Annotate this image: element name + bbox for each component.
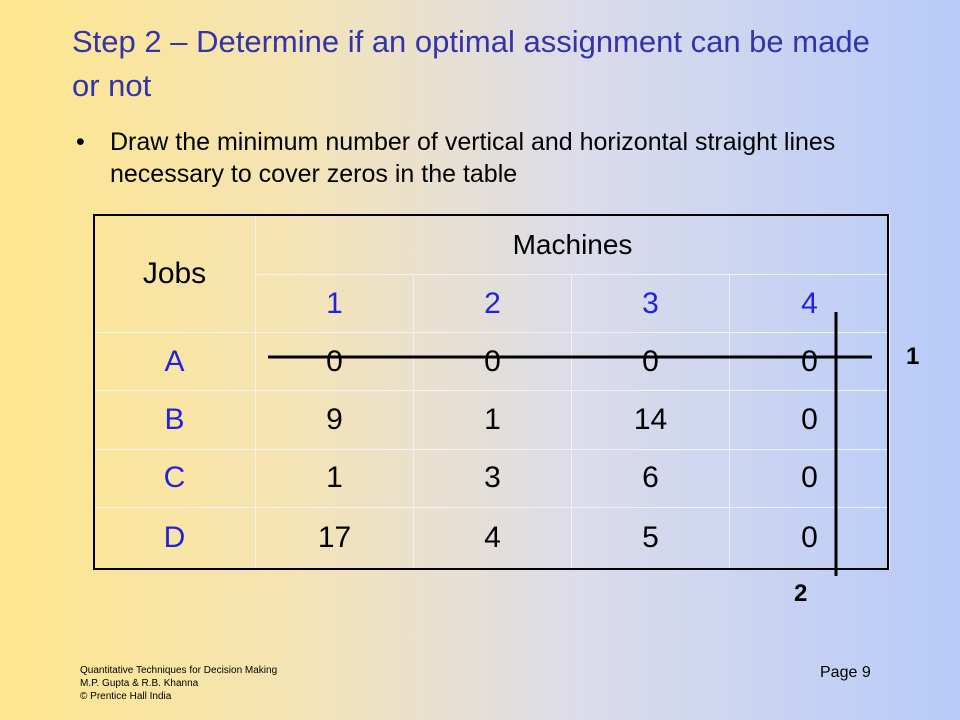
slide-title: Step 2 – Determine if an optimal assignment can be made or not [72, 24, 870, 103]
table-cell: 0 [730, 391, 890, 449]
table-cell: 1 [256, 449, 414, 507]
footer-line: © Prentice Hall India [80, 691, 172, 702]
table-cell: 0 [730, 507, 890, 569]
table-cell: 6 [572, 449, 730, 507]
job-label: A [94, 333, 256, 391]
table-cell: 9 [256, 391, 414, 449]
table-cell: 0 [256, 333, 414, 391]
table-cell: 0 [414, 333, 572, 391]
table-cell: 5 [572, 507, 730, 569]
table-cell: 1 [414, 391, 572, 449]
machines-header: Machines [256, 215, 890, 275]
table-cell: 17 [256, 507, 414, 569]
job-label: B [94, 391, 256, 449]
machine-col-header: 4 [730, 275, 890, 333]
vertical-line-label: 2 [794, 580, 808, 607]
jobs-header: Jobs [94, 215, 256, 333]
horizontal-line-label: 1 [906, 343, 920, 370]
table-cell: 0 [730, 333, 890, 391]
footer-line: Quantitative Techniques for Decision Making [80, 665, 278, 676]
table-cell: 14 [572, 391, 730, 449]
machine-col-header: 3 [572, 275, 730, 333]
job-label: C [94, 449, 256, 507]
table-cell: 4 [414, 507, 572, 569]
table-cell: 0 [572, 333, 730, 391]
machine-col-header: 2 [414, 275, 572, 333]
bullet-dot-icon: • [76, 128, 85, 156]
bullet-text: Draw the minimum number of vertical and horizontal straight lines necessary to cover zeros in the table [110, 128, 836, 188]
job-label: D [94, 507, 256, 569]
table-cell: 3 [414, 449, 572, 507]
machine-col-header: 1 [256, 275, 414, 333]
footer-line: M.P. Gupta & R.B. Khanna [80, 678, 199, 689]
page-number: Page 9 [820, 664, 871, 681]
footer-credits [80, 664, 277, 703]
table-cell: 0 [730, 449, 890, 507]
